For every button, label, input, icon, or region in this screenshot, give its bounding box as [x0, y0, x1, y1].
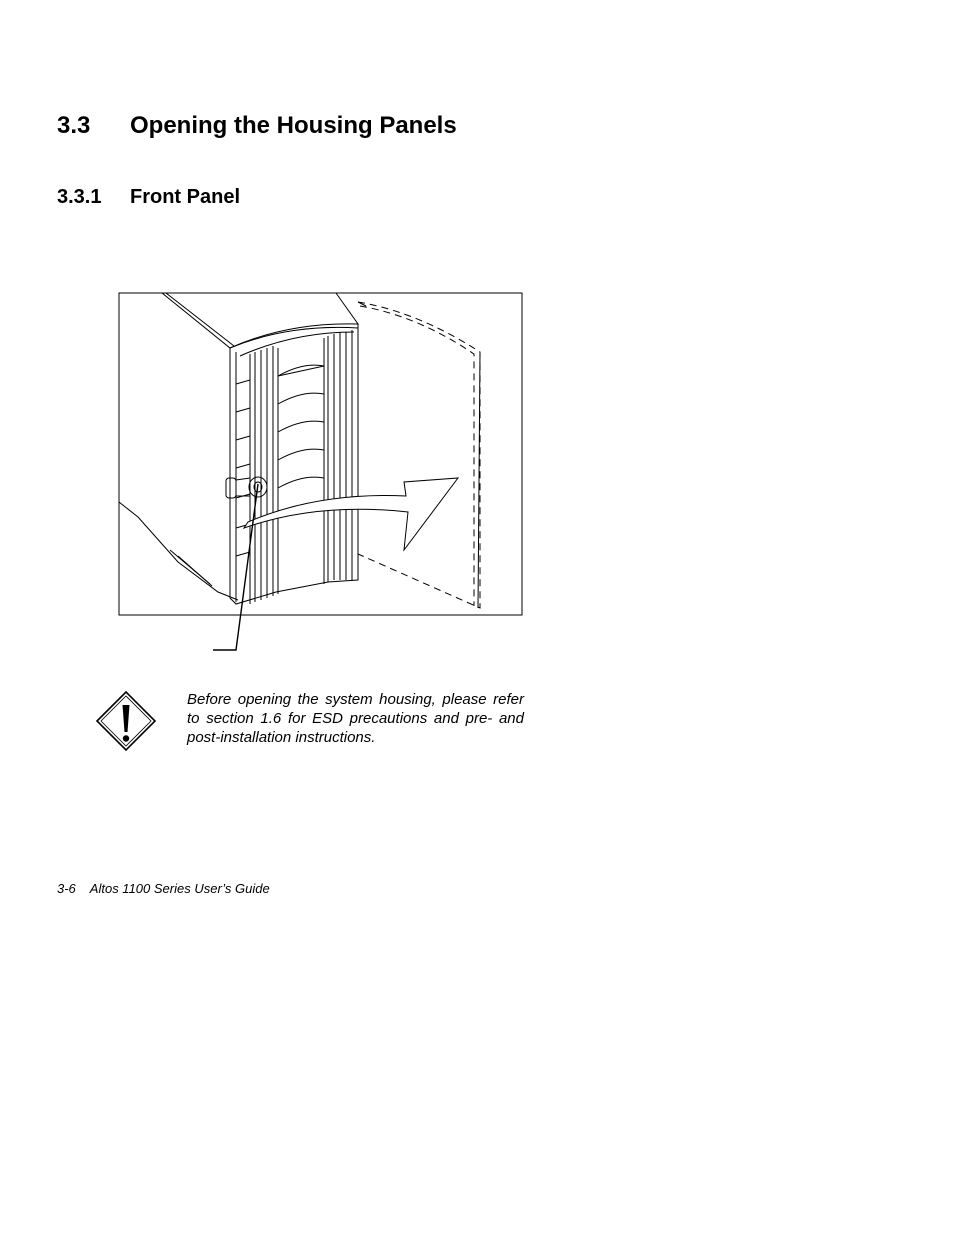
section-number: 3.3	[57, 112, 91, 139]
section-heading	[57, 112, 457, 140]
subsection-heading	[57, 186, 240, 209]
page-number: 3-6	[57, 881, 76, 896]
page-footer	[57, 881, 270, 896]
document-title: Altos 1100 Series User’s Guide	[89, 881, 270, 896]
caution-note-text: Before opening the system housing, please refer to section 1.6 for ESD precautions and pre- and post-installation instructions.	[187, 691, 524, 746]
caution-icon	[95, 690, 157, 752]
lock-callout-line	[210, 480, 270, 660]
section-title: Opening the Housing Panels	[130, 112, 457, 139]
subsection-number: 3.3.1	[57, 186, 102, 208]
server-front-panel-illustration	[118, 292, 524, 618]
subsection-title: Front Panel	[130, 186, 241, 208]
